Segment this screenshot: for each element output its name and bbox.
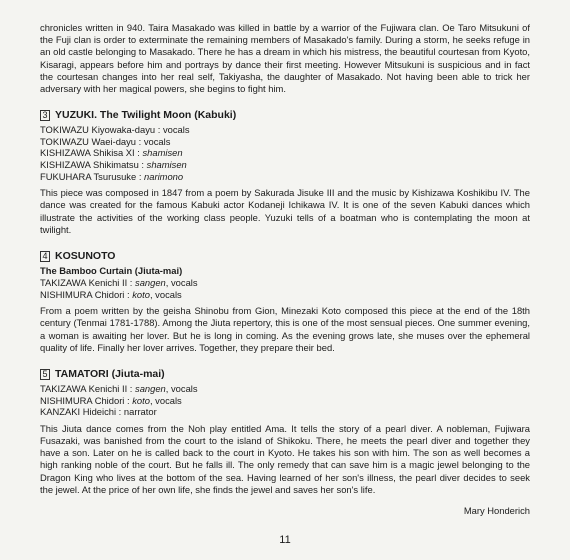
credit-line: NISHIMURA Chidori : koto, vocals xyxy=(40,288,182,300)
credit-line: TAKIZAWA Kenichi II : sangen, vocals xyxy=(40,383,198,394)
credit-line: TAKIZAWA Kenichi II : sangen, vocals xyxy=(40,277,198,288)
track-number-box: 4 xyxy=(40,251,50,262)
section-heading xyxy=(40,109,530,122)
section-text: This Jiuta dance comes from the Noh play entitled Ama. It tells the story of a pearl diver. A nobleman, Fujiwara Fusazaki, was banished from the court to the island of Shikoku. There, he meets the pearl diver and together they have a son. Later on he is called back to the court in Kyoto. He takes his son with him. The son as well becomes a high ranking noble of the court. But he falls ill. The only remedy that can save him is a magic jewel belonging to the Dragon King who lives at the bottom of the sea. Having learned of her son's illness, the pearl diver decides to seek the jewel. At the price of her own life, she finds the jewel and saves her son's life. xyxy=(40,422,530,495)
credits-list xyxy=(40,383,530,418)
section-title: KOSUNOTO xyxy=(55,250,116,262)
booklet-page xyxy=(40,22,530,516)
credit-line: TOKIWAZU Waei-dayu : vocals xyxy=(40,135,171,147)
section-text: This piece was composed in 1847 from a poem by Sakurada Jisuke III and the music by Kishizawa Koshikibu IV. The dance was created for the famous Kabuki actor Kodaneji Ichikawa IV. It is one of the seven Kabuki dances which illustrate the activities of the working class people. Yuzuki tells of a boatman who is contemplating the moon at twilight. xyxy=(40,187,530,235)
credits-list xyxy=(40,277,530,300)
section-text: From a poem written by the geisha Shinobu from Gion, Minezaki Koto composed this piece at the end of the 18th century (Tenmai 1781-1788). Among the Jiuta repertory, this is one of the most sensual pieces. One summer evening, a woman is awaiting her lover. But he is long in coming. As the evening grows late, she muses over the ephemeral quality of life. Finally her lover arrives. Together, they prepare their bed. xyxy=(40,305,530,353)
section-subtitle: The Bamboo Curtain (Jiuta-mai) xyxy=(40,265,183,276)
section-heading xyxy=(40,250,530,263)
section-heading xyxy=(40,368,530,381)
credits-list xyxy=(40,124,530,182)
track-number-box: 3 xyxy=(40,110,50,121)
credit-line: KISHIZAWA Shikimatsu : shamisen xyxy=(40,159,187,170)
credit-line: KANZAKI Hideichi : narrator xyxy=(40,406,157,418)
section-title: YUZUKI. The Twilight Moon (Kabuki) xyxy=(55,109,237,122)
page-number: 11 xyxy=(279,534,291,546)
section-kosunoto xyxy=(40,250,530,354)
credit-line: KISHIZAWA Shikisa XI : shamisen xyxy=(40,147,183,159)
track-number-box: 5 xyxy=(40,369,50,380)
author-signature: Mary Honderich xyxy=(463,505,530,516)
credit-line: FUKUHARA Tsurusuke : narimono xyxy=(40,170,184,182)
credit-line: NISHIMURA Chidori : koto, vocals xyxy=(40,394,182,406)
section-title: TAMATORI (Jiuta-mai) xyxy=(55,368,165,380)
section-yuzuki xyxy=(40,109,530,236)
section-tamatori xyxy=(40,368,530,496)
intro-paragraph: chronicles written in 940. Taira Masakado was killed in battle by a warrior of the Fujiwara clan. Oe Taro Mitsukuni of the Fuji clan is order to exterminate the remaining members of Masakado's family. During a storm, he seeks refuge in an old castle belonging to Masakado. There he has a dream in which his mistress, the beautiful courtesan from Kyoto, Kisaragi, appears before him and portrays by dance their first meeting. However Mitsukuni is suspicious and in fact the courtesan changes into her real self, Takiyasha, the daughter of Masakado. Not having been able to trick her adversary with her magical powers, she begins to fight him. xyxy=(40,22,530,95)
credit-line: TOKIWAZU Kiyowaka-dayu : vocals xyxy=(40,124,190,136)
